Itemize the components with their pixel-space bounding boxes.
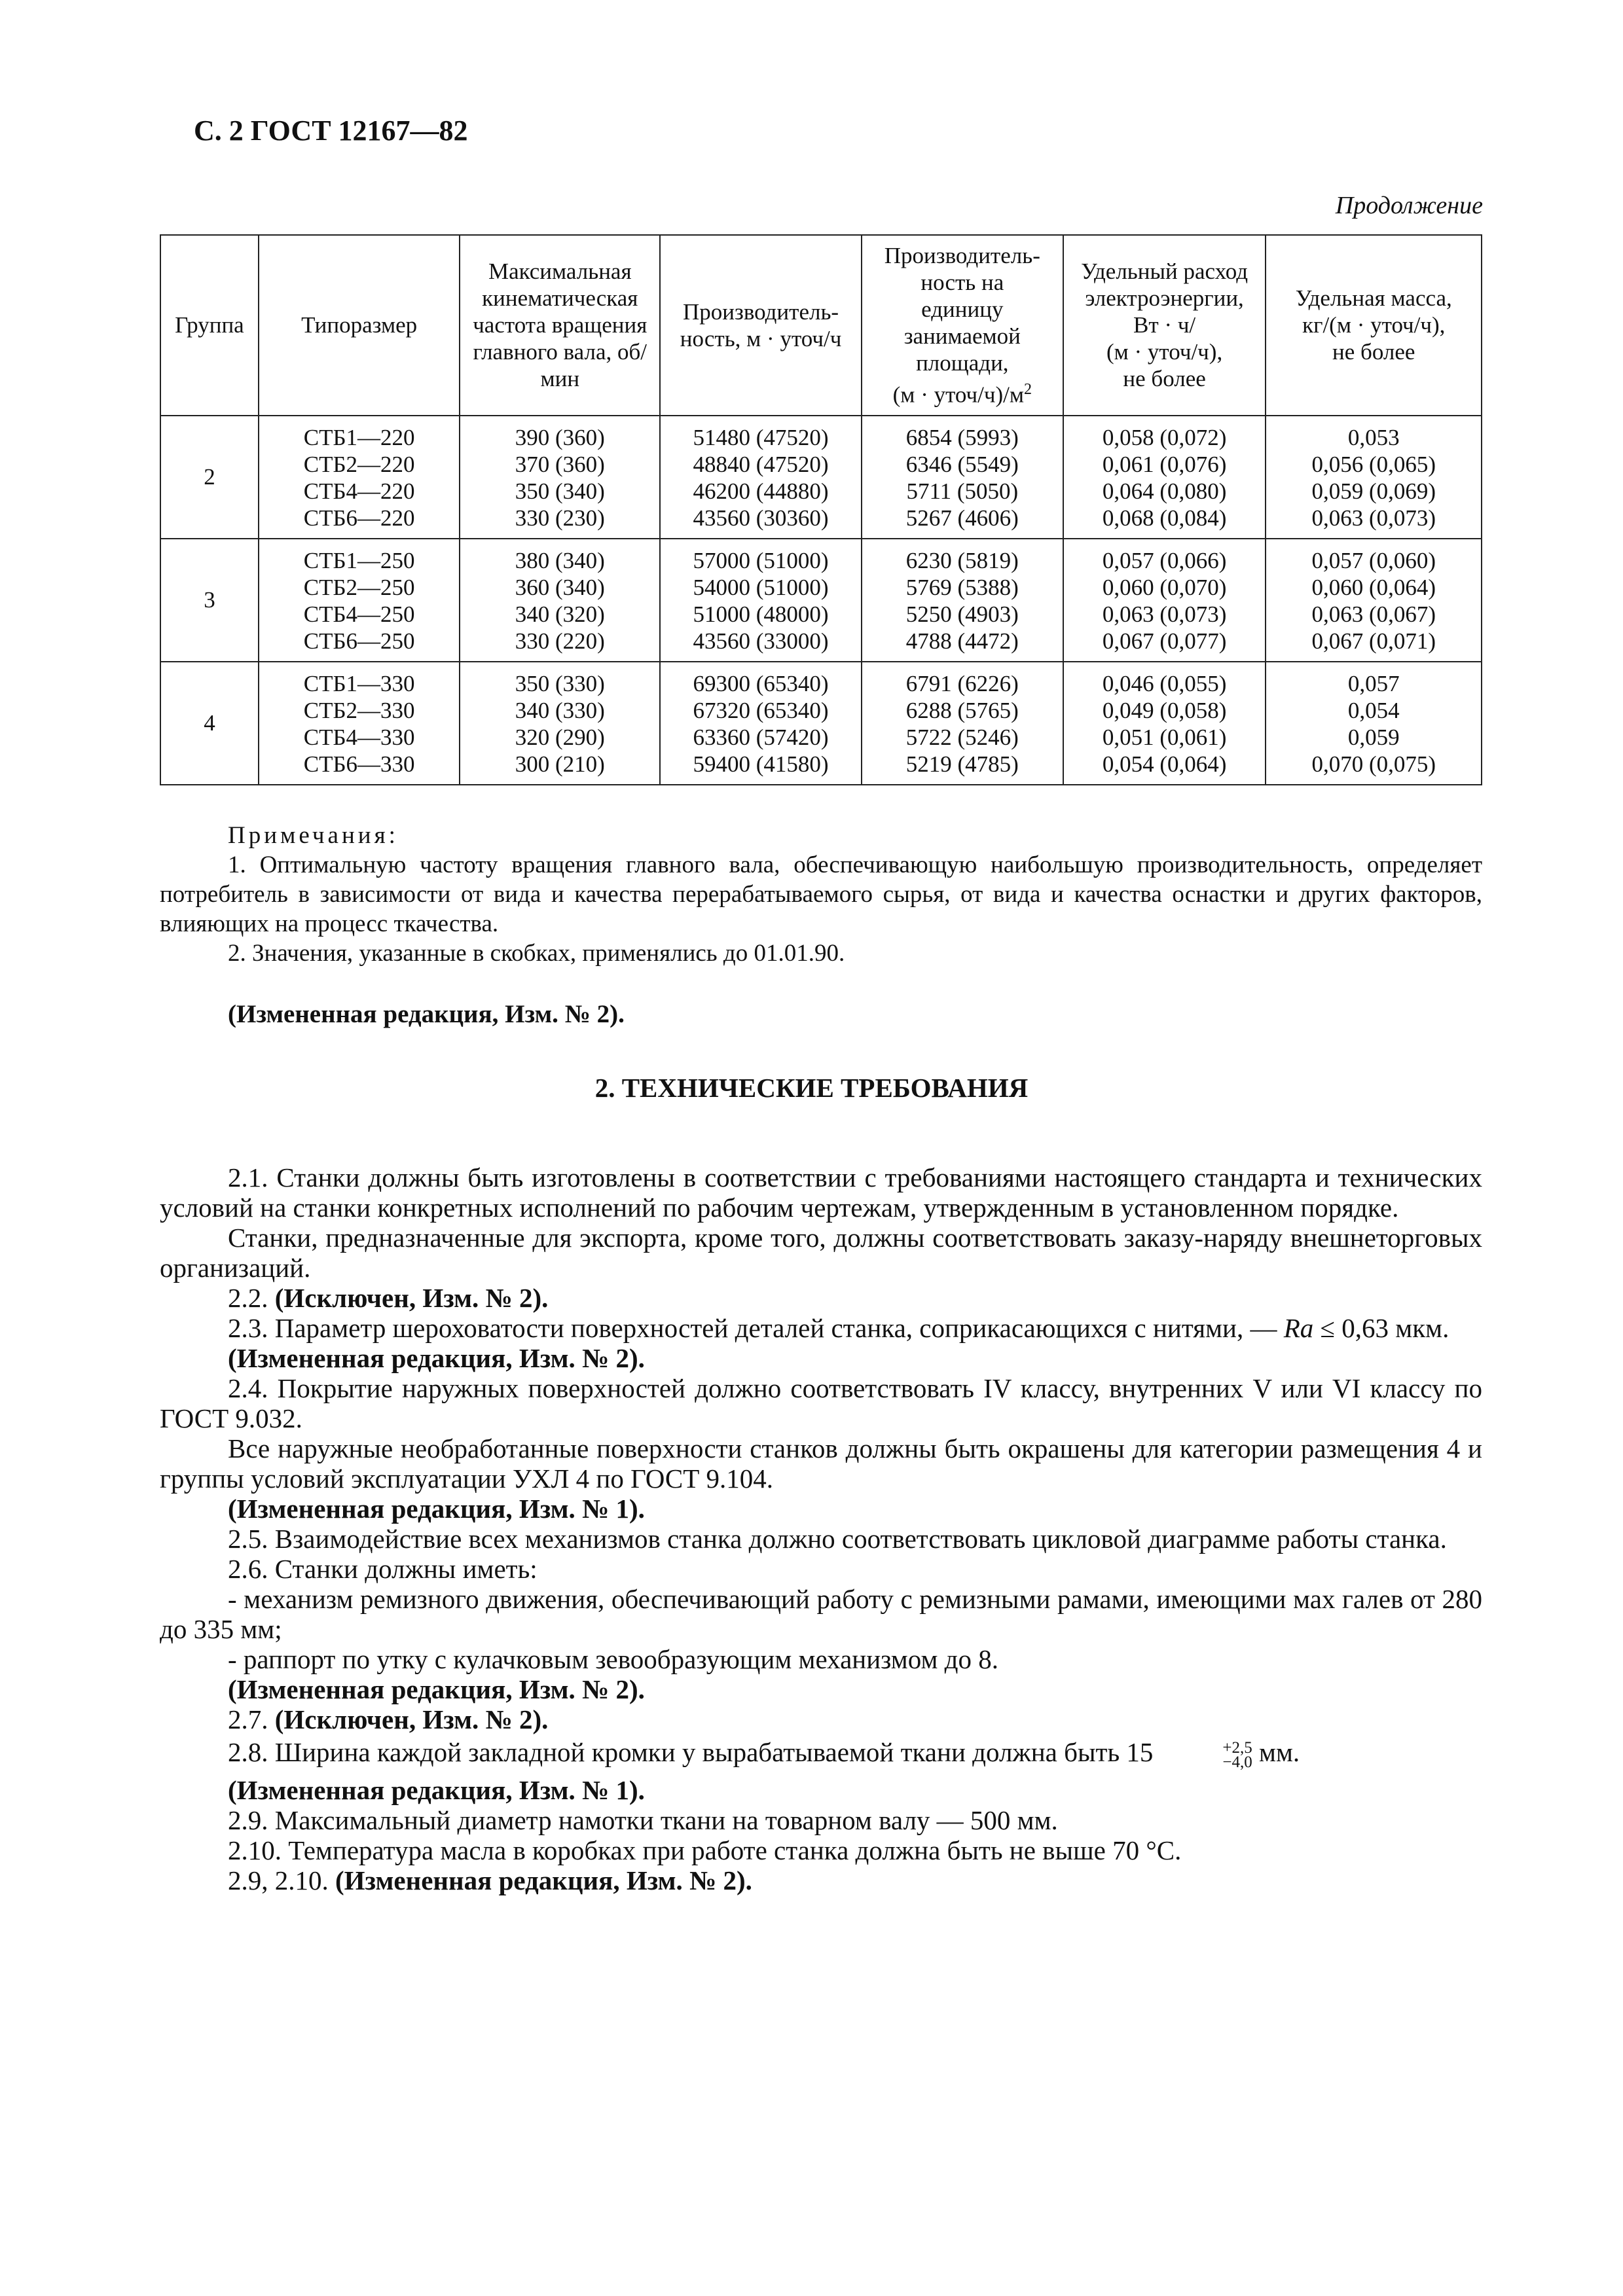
cell-value: СТБ2—250 [303,574,415,600]
cell-value: СТБ6—250 [303,628,415,654]
table-cell [1063,416,1266,539]
cell-value: 51000 (48000) [693,601,829,627]
cell-value: 0,063 (0,067) [1311,601,1436,627]
clause-2-2: 2.2. (Исключен, Изм. № 2). [228,1283,549,1313]
note-item: 1. Оптимальную частоту вращения главного вала, обеспечивающую наибольшую производительность, определяет потребитель в зависимости от вида и качества перерабатываемого сырья, от вида и качества оснастки и других факторов, влияющих на процесс ткачества. [160,852,1482,937]
cell-value: 320 (290) [515,724,605,750]
cell-value: 0,054 (0,064) [1102,751,1227,777]
cell-value: 340 (320) [515,601,605,627]
clause-2-8: 2.8. Ширина каждой закладной кромки у вырабатываемой ткани должна быть 15 +2,5 −4,0 мм. [228,1737,1300,1771]
table-group-2 [160,416,1482,539]
cell-value: СТБ4—330 [303,724,415,750]
amendment-2-4: (Измененная редакция, Изм. № 1). [228,1494,645,1524]
amendment-2-3: (Измененная редакция, Изм. № 2). [228,1343,645,1373]
cell-value: 350 (330) [515,670,605,696]
clause-2-3: 2.3. Параметр шероховатости поверхностей деталей станка, соприкасающихся с нитями, — Ra ≤ 0,63 мкм. [228,1313,1450,1343]
clause-2-10: 2.10. Температура масла в коробках при работе станка должна быть не выше 70 °С. [228,1835,1182,1865]
cell-value: СТБ4—250 [303,601,415,627]
cell-value: 0,046 (0,055) [1102,670,1227,696]
cell-value: 43560 (33000) [693,628,829,654]
clause-2-4: 2.4. Покрытие наружных поверхностей должно соответствовать IV классу, внутренних V или VI классу по ГОСТ 9.032. [160,1373,1482,1433]
cell-value: 51480 (47520) [693,424,829,450]
clause-2-9: 2.9. Максимальный диаметр намотки ткани на товарном валу — 500 мм. [228,1804,1058,1835]
cell-value: 330 (220) [515,628,605,654]
continuation-label: Продолжение [1335,192,1483,219]
cell-value: 0,067 (0,077) [1102,628,1227,654]
cell-value: 6854 (5993) [905,424,1019,450]
table-cell [259,539,460,662]
cell-value: 6791 (6226) [905,670,1019,696]
cell-value: 0,068 (0,084) [1102,505,1227,531]
table-cell [660,416,862,539]
clause-2-1-export: Станки, предназначенные для экспорта, кроме того, должны соответствовать заказу-наряду внешнеторговых организаций. [160,1223,1482,1283]
cell-value: 0,049 (0,058) [1102,697,1227,723]
note-item: 2. Значения, указанные в скобках, применялись до 01.01.90. [228,940,845,967]
cell-value: 380 (340) [515,547,605,573]
cell-value: 0,059 (0,069) [1311,478,1436,504]
cell-value: 0,054 [1347,697,1400,723]
table-cell [460,416,660,539]
cell-value: 5250 (4903) [905,601,1019,627]
table-cell [1266,416,1482,539]
table-cell [259,662,460,785]
table-row [160,662,1482,785]
cell-value: СТБ6—330 [303,751,415,777]
table-cell [259,416,460,539]
group-cell: 2 [160,416,259,539]
amendment-2-6: (Измененная редакция, Изм. № 2). [228,1674,645,1704]
table-group-4 [160,662,1482,785]
cell-value: 5711 (5050) [906,478,1019,504]
table-cell [1266,539,1482,662]
cell-value: 59400 (41580) [693,751,829,777]
table-cell [660,539,862,662]
cell-value: 0,051 (0,061) [1102,724,1227,750]
cell-value: 0,064 (0,080) [1102,478,1227,504]
cell-value: 69300 (65340) [693,670,829,696]
table-cell [1266,662,1482,785]
cell-value: 0,060 (0,070) [1102,574,1227,600]
cell-value: 6288 (5765) [905,697,1019,723]
table-cell [862,662,1063,785]
cell-value: 63360 (57420) [693,724,829,750]
cell-value: 0,057 [1347,670,1400,696]
spec-table [160,234,1482,785]
page-header: С. 2 ГОСТ 12167—82 [194,115,468,147]
cell-value: 0,067 (0,071) [1311,628,1436,654]
cell-value: 67320 (65340) [693,697,829,723]
amendment-note: (Измененная редакция, Изм. № 2). [228,1000,625,1028]
cell-value: 4788 (4472) [905,628,1019,654]
table-cell [862,539,1063,662]
cell-value: 0,060 (0,064) [1311,574,1436,600]
section-title: 2. ТЕХНИЧЕСКИЕ ТРЕБОВАНИЯ [594,1073,1029,1103]
table-cell [862,416,1063,539]
cell-value: СТБ2—220 [303,451,415,477]
cell-value: 300 (210) [515,751,605,777]
cell-value: СТБ1—220 [303,424,415,450]
cell-value: 5769 (5388) [905,574,1019,600]
cell-value: 0,056 (0,065) [1311,451,1436,477]
cell-value: 54000 (51000) [693,574,829,600]
amendment-2-8: (Измененная редакция, Изм. № 1). [228,1774,645,1805]
group-cell: 3 [160,539,259,662]
cell-value: 0,070 (0,075) [1311,751,1436,777]
cell-value: 0,059 [1347,724,1400,750]
cell-value: 0,063 (0,073) [1102,601,1227,627]
cell-value: 57000 (51000) [693,547,829,573]
table-cell [1063,662,1266,785]
header-productivity-area: Производитель- ность на единицу занимаемой площади, (м · уточ/$ч)/м^2$ [862,235,1063,416]
cell-value: 5722 (5246) [905,724,1019,750]
cell-value: 370 (360) [515,451,605,477]
cell-value: 6346 (5549) [905,451,1019,477]
notes-block [160,821,1482,968]
clause-2-6: 2.6. Станки должны иметь: [228,1554,538,1584]
cell-value: 0,053 [1347,424,1400,450]
cell-value: 0,061 (0,076) [1102,451,1227,477]
header-size: Типоразмер [259,235,460,416]
cell-value: СТБ6—220 [303,505,415,531]
header-group: Группа [160,235,259,416]
clause-2-6-item: - механизм ремизного движения, обеспечивающий работу с ремизными рамами, имеющими мах галев от 280 до 335 мм; [160,1584,1482,1644]
cell-value: 330 (230) [515,505,605,531]
header-energy: Удельный расход электроэнергии, Вт · ч/ (м · уточ/ч), не более [1063,235,1266,416]
table-row [160,416,1482,539]
cell-value: 6230 (5819) [905,547,1019,573]
cell-value: 340 (330) [515,697,605,723]
cell-value: 360 (340) [515,574,605,600]
tolerance: +2,5 −4,0 [1222,1738,1252,1771]
cell-value: 350 (340) [515,478,605,504]
notes-title: Примечания: [228,822,399,849]
clause-2-9-2-10: 2.9, 2.10. (Измененная редакция, Изм. № 2). [228,1865,752,1895]
cell-value: 5267 (4606) [905,505,1019,531]
table-header-row [160,235,1482,416]
table-cell [460,662,660,785]
cell-value: СТБ4—220 [303,478,415,504]
cell-value: 0,057 (0,066) [1102,547,1227,573]
cell-value: 0,057 (0,060) [1311,547,1436,573]
cell-value: СТБ2—330 [303,697,415,723]
table-group-3 [160,539,1482,662]
cell-value: 0,063 (0,073) [1311,505,1436,531]
clause-2-5: 2.5. Взаимодействие всех механизмов станка должно соответствовать цикловой диаграмме работы станка. [228,1524,1447,1554]
cell-value: СТБ1—250 [303,547,415,573]
requirements-body [160,1162,1482,1895]
table-cell [460,539,660,662]
table-cell [660,662,862,785]
cell-value: СТБ1—330 [303,670,415,696]
header-productivity: Производитель-ность, м · уточ/ч [660,235,862,416]
clause-2-7: 2.7. (Исключен, Изм. № 2). [228,1704,549,1734]
table-row [160,539,1482,662]
table-cell [1063,539,1266,662]
clause-2-6-item: - раппорт по утку с кулачковым зевообразующим механизмом до 8. [228,1644,999,1674]
cell-value: 48840 (47520) [693,451,829,477]
cell-value: 43560 (30360) [693,505,829,531]
header-speed: Максимальная кинематическая частота вращения главного вала, об/мин [460,235,660,416]
cell-value: 46200 (44880) [693,478,829,504]
cell-value: 390 (360) [515,424,605,450]
cell-value: 0,058 (0,072) [1102,424,1227,450]
header-mass: Удельная масса, кг/(м · уточ/ч), не более [1266,235,1482,416]
group-cell: 4 [160,662,259,785]
cell-value: 5219 (4785) [905,751,1019,777]
clause-2-1: 2.1. Станки должны быть изготовлены в соответствии с требованиями настоящего стандарта и технических условий на станки конкретных исполнений по рабочим чертежам, утвержденным в установленном порядке. [160,1162,1482,1223]
clause-2-4-paint: Все наружные необработанные поверхности станков должны быть окрашены для категории размещения 4 и группы условий эксплуатации УХЛ 4 по ГОСТ 9.104. [160,1433,1482,1494]
